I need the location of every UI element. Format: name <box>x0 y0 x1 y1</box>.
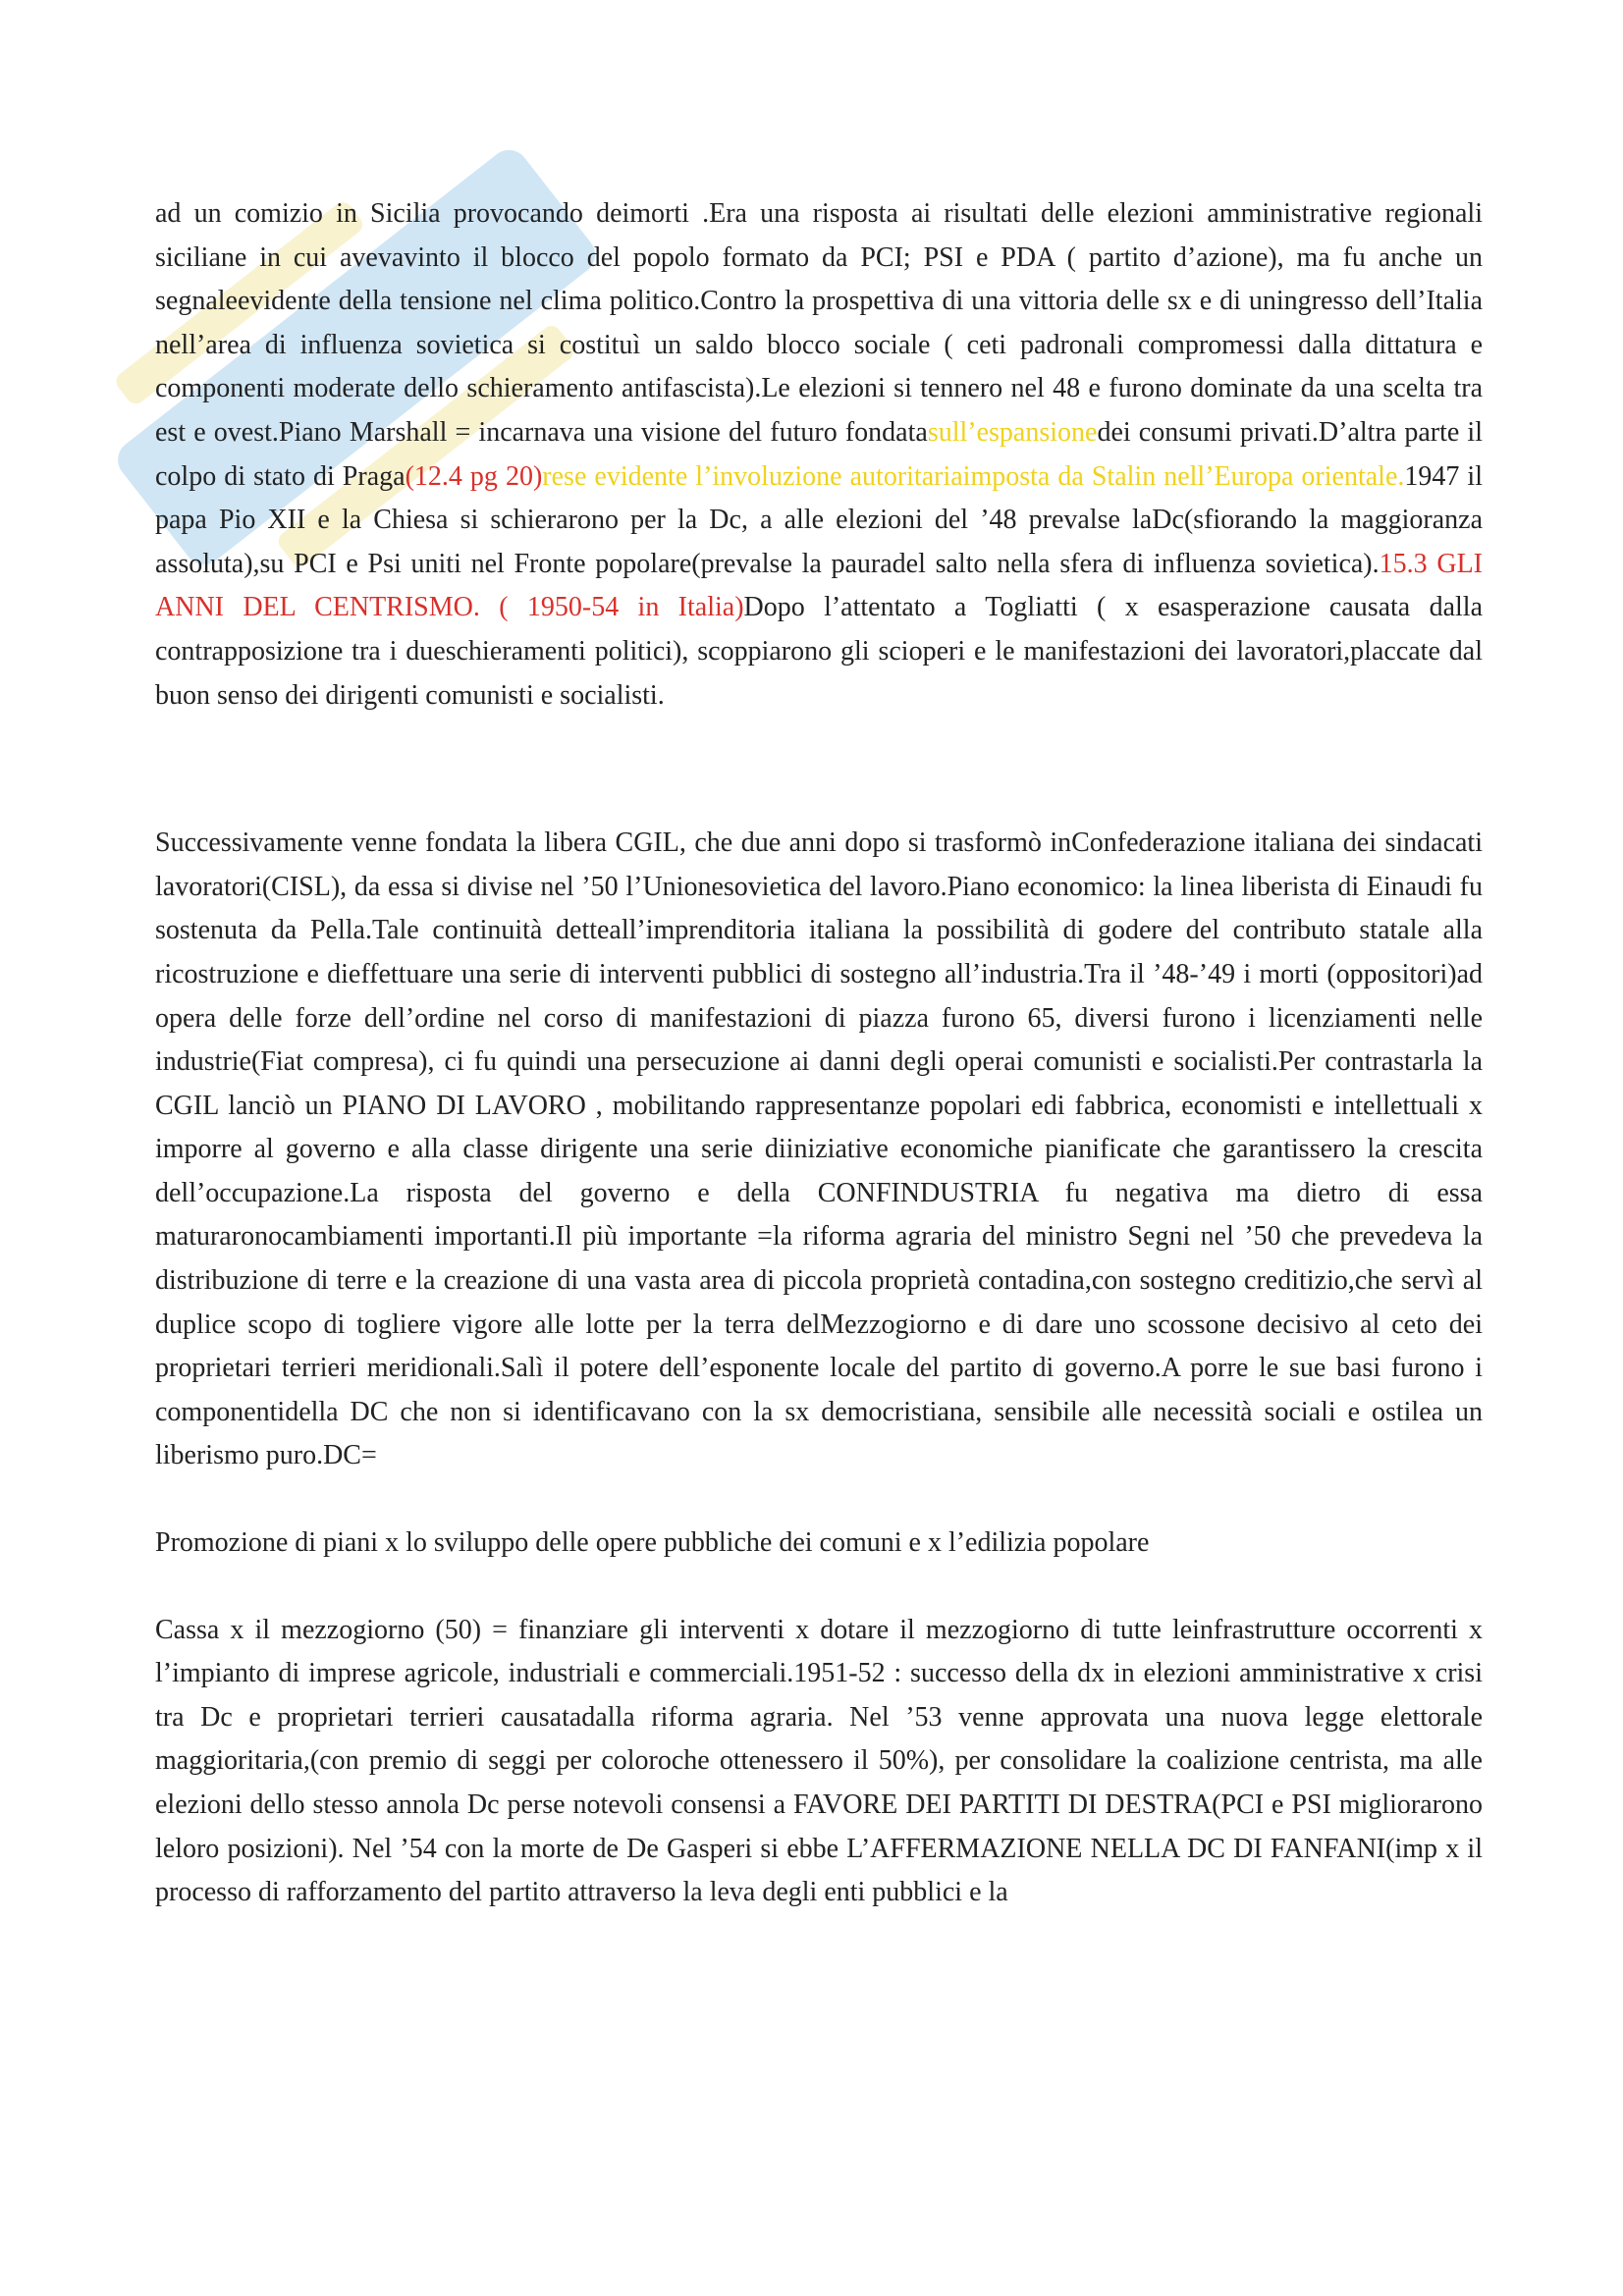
text-segment: Successivamente venne fondata la libera CGIL, che due anni dopo si trasformò inConfederazione italiana dei sindacati lavoratori(CISL), da essa si divise nel ’50 l’Unionesovietica del lavoro.Piano economico: la linea liberista di Einaudi fu sostenuta da Pella.Tale continuità detteall’imprenditoria italiana la possibilità di godere del contributo statale alla ricostruzione e dieffettuare una serie di interventi pubblici di sostegno all’industria.Tra il ’48-’49 i morti (oppositori)ad opera delle forze dell’ordine nel corso di manifestazioni di piazza furono 65, diversi furono i licenziamenti nelle industrie(Fiat compresa), ci fu quindi una persecuzione ai danni degli operai comunisti e socialisti.Per contrastarla la CGIL lanciò un PIANO DI LAVORO , mobilitando rappresentanze popolari edi fabbrica, economisti e intellettuali x imporre al governo e alla classe dirigente una serie diiniziative economiche pianificate che garantissero la crescita dell’occupazione.La risposta del governo e della CONFINDUSTRIA fu negativa ma dietro di essa maturaronocambiamenti importanti.Il più importante =la riforma agraria del ministro Segni nel ’50 che prevedeva la distribuzione di terre e la creazione di una vasta area di piccola proprietà contadina,con sostegno creditizio,che servì al duplice scopo di togliere vigore alle lotte per la terra delMezzogiorno e di dare uno scossone decisivo al ceto dei proprietari terrieri meridionali.Salì il potere dell’esponente locale del partito di governo.A porre le sue basi furono i componentidella DC che non si identificavano con la sx democristiana, sensibile alle necessità sociali e ostilea un liberismo puro.DC= <box>155 828 1483 1471</box>
text-segment: 1947 il papa Pio XII e la Chiesa si schierarono per la Dc, a alle elezioni del ’48 prevalse laDc(sfiorando la maggioranza assoluta),su PCI e Psi uniti nel Fronte popolare(prevalse la pauradel salto nella sfera di influenza sovietica). <box>155 460 1483 579</box>
text-segment: Cassa x il mezzogiorno (50) = finanziare gli interventi x dotare il mezzogiorno di tutte leinfrastrutture occorrenti x l’impianto di imprese agricole, industriali e commerciali.1951-52 : successo della dx in elezioni amministrative x crisi tra Dc e proprietari terrieri causatadalla riforma agraria. Nel ’53 venne approvata una nuova legge elettorale maggioritaria,(con premio di seggi per coloroche ottenessero il 50%), per consolidare la coalizione centrista, ma alle elezioni dello stesso annola Dc perse notevoli consensi a FAVORE DEI PARTITI DI DESTRA(PCI e PSI migliorarono leloro posizioni). Nel ’54 con la morte de De Gasperi si ebbe L’AFFERMAZIONE NELLA DC DI FANFANI(imp x il processo di rafforzamento del partito attraverso la leva degli enti pubblici e la <box>155 1614 1483 1908</box>
text-segment: dei consumi privati.D’altra parte il colpo di stato di Praga <box>155 416 1483 492</box>
document-body <box>155 192 1483 1915</box>
paragraph-spacer <box>155 718 1483 822</box>
paragraph-4 <box>155 1609 1483 1915</box>
paragraph-spacer <box>155 1566 1483 1609</box>
text-segment: ad un comizio in Sicilia provocando deimorti .Era una risposta ai risultati delle elezioni amministrative regionali siciliane in cui avevavinto il blocco del popolo formato da PCI; PSI e PDA ( partito d’azione), ma fu anche un segnaleevidente della tensione nel clima politico.Contro la prospettiva di una vittoria delle sx e di uningresso dell’Italia nell’area di influenza sovietica si costituì un saldo blocco sociale ( ceti padronali compromessi dalla dittatura e componenti moderate dello schieramento antifascista).Le elezioni si tennero nel 48 e furono dominate da una scelta tra est e ovest.Piano Marshall = incarnava una visione del futuro fondata <box>155 198 1483 448</box>
reference-text-red: (12.4 pg 20) <box>405 460 543 492</box>
paragraph-spacer <box>155 1478 1483 1522</box>
text-segment: Dopo l’attentato a Togliatti ( x esasperazione causata dalla contrapposizione tra i dueschieramenti politici), scoppiarono gli scioperi e le manifestazioni dei lavoratori,placcate dal buon senso dei dirigenti comunisti e socialisti. <box>155 592 1483 711</box>
paragraph-3 <box>155 1522 1483 1566</box>
paragraph-1 <box>155 192 1483 718</box>
highlight-text-yellow: sull’espansione <box>927 416 1098 448</box>
section-heading-red: 15.3 GLI ANNI DEL CENTRISMO. ( 1950-54 in Italia) <box>155 548 1483 623</box>
highlight-text-yellow: rese evidente l’involuzione autoritariaimposta da Stalin nell’Europa orientale. <box>542 460 1405 492</box>
paragraph-2 <box>155 822 1483 1478</box>
text-segment: Promozione di piani x lo sviluppo delle opere pubbliche dei comuni e x l’edilizia popolare <box>155 1527 1150 1559</box>
